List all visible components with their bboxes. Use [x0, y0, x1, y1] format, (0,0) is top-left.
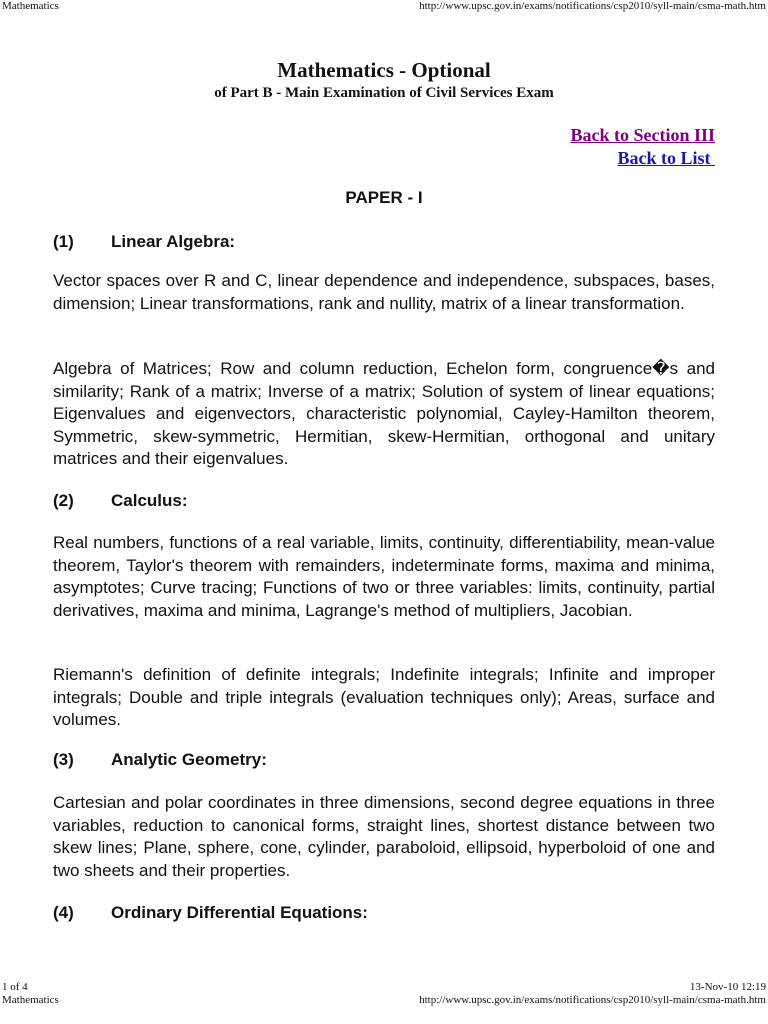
back-to-list-link[interactable]: Back to List — [617, 148, 715, 168]
paragraph: Real numbers, functions of a real variable, limits, continuity, differentiability, mean-value theorem, Taylor's theorem with remainders, indeterminate forms, maxima and minima, asymptotes; Curve tracing; Functions of two or three variables: limits, continuity, partial derivatives, maxima and minima, Lagrange's method of multipliers, Jacobian. — [53, 533, 715, 620]
print-header-title: Mathematics — [2, 0, 59, 12]
page-title: Mathematics - Optional — [277, 58, 491, 82]
paragraph: Cartesian and polar coordinates in three dimensions, second degree equations in three variables, reduction to canonical forms, straight lines, shortest distance between two skew lines; Plane, sphere, cone, cylinder, paraboloid, ellipsoid, hyperboloid of one and two sheets and their properties. — [53, 793, 715, 880]
print-footer-page: 1 of 4 — [2, 981, 28, 993]
section-heading — [53, 231, 235, 253]
print-header-url: http://www.upsc.gov.in/exams/notifications/csp2010/syll-main/csma-math.htm — [419, 0, 766, 12]
section-heading — [53, 490, 188, 512]
section-title: Linear Algebra: — [111, 232, 236, 251]
print-footer-datetime: 13-Nov-10 12:19 — [689, 981, 766, 993]
section-number: (1) — [53, 232, 74, 251]
section-number: (2) — [53, 491, 74, 510]
print-footer-title: Mathematics — [2, 994, 59, 1006]
section-heading — [53, 902, 368, 924]
section-number: (3) — [53, 750, 74, 769]
paragraph: Vector spaces over R and C, linear dependence and independence, subspaces, bases, dimension; Linear transformations, rank and nullity, matrix of a linear transformation. — [53, 271, 715, 313]
section-title: Ordinary Differential Equations: — [111, 903, 368, 922]
section-title: Analytic Geometry: — [111, 750, 267, 769]
section-heading — [53, 749, 267, 771]
page-subtitle: of Part B - Main Examination of Civil Services Exam — [214, 85, 554, 101]
print-footer-url: http://www.upsc.gov.in/exams/notifications/csp2010/syll-main/csma-math.htm — [419, 994, 766, 1006]
section-title: Calculus: — [111, 491, 188, 510]
paragraph: Riemann's definition of definite integrals; Indefinite integrals; Infinite and improper integrals; Double and triple integrals (evaluation techniques only); Areas, surface and volumes. — [53, 665, 715, 729]
section-number: (4) — [53, 903, 74, 922]
paragraph: Algebra of Matrices; Row and column reduction, Echelon form, congruence�s and similarity; Rank of a matrix; Inverse of a matrix; Solution of system of linear equations; Eigenvalues and eigenvectors, characteristic polynomial, Cayley-Hamilton theorem, Symmetric, skew-symmetric, Hermitian, skew-Hermitian, orthogonal and unitary matrices and their eigenvalues. — [53, 359, 715, 468]
back-to-section-link[interactable]: Back to Section III — [570, 125, 715, 145]
paper-heading: PAPER - I — [345, 188, 423, 207]
